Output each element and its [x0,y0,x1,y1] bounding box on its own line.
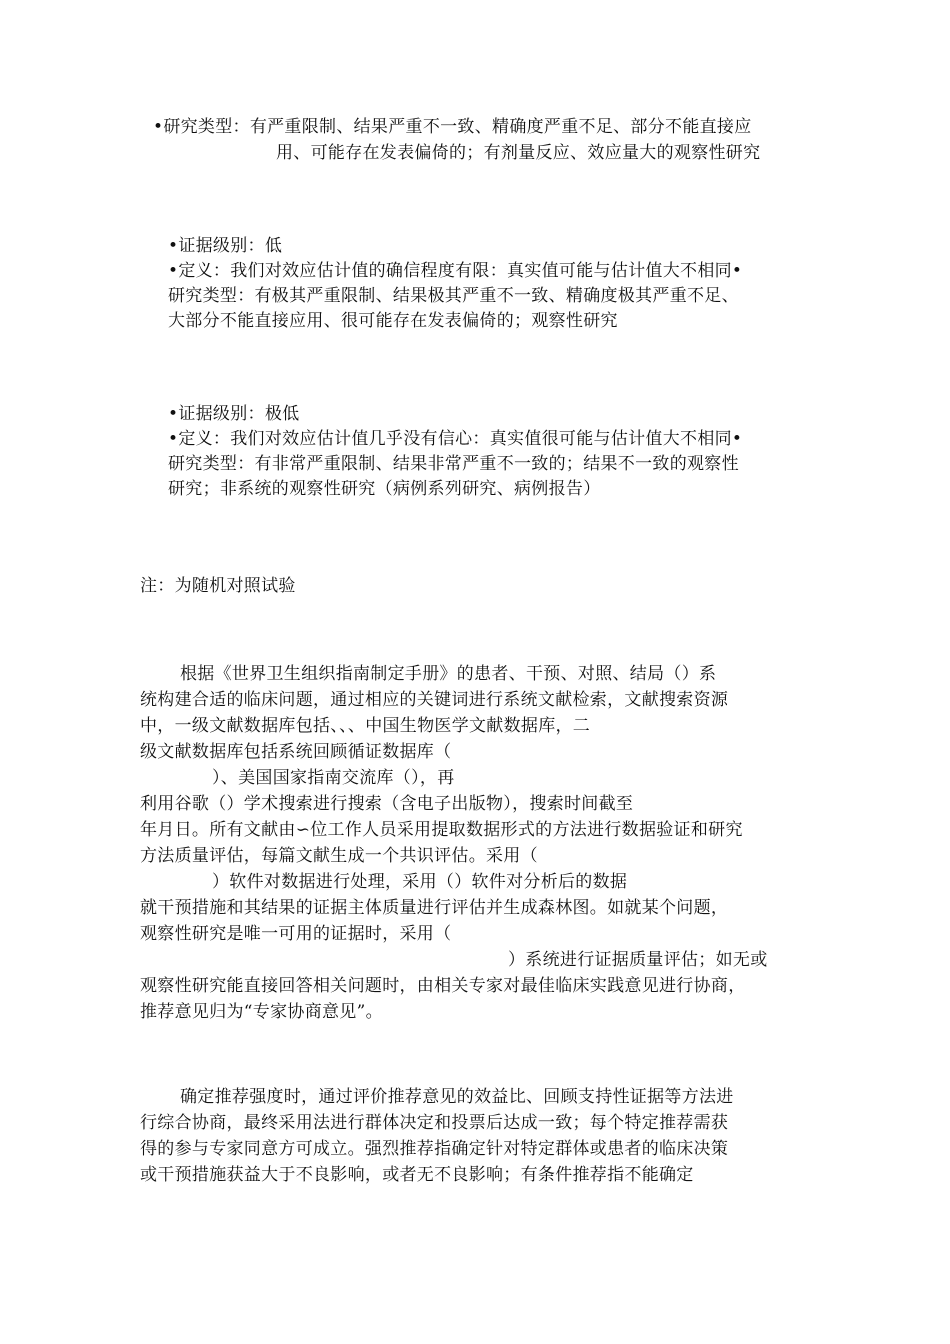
para2-line: 行综合协商，最终采用法进行群体决定和投票后达成一致；每个特定推荐需获 [140,1113,729,1133]
low-definition-line: •定义：我们对效应估计值的确信程度有限：真实值可能与估计值大不相同• [168,261,743,281]
para1-line: 观察性研究能直接回答相关问题时，由相关专家对最佳临床实践意见进行协商， [140,976,746,996]
para2-line: 得的参与专家同意方可成立。强烈推荐指确定针对特定群体或患者的临床决策 [140,1139,729,1159]
para1-line: 中，一级文献数据库包括、、、中国生物医学文献数据库，二 [140,716,591,736]
very-low-definition-line: •定义：我们对效应估计值几乎没有信心：真实值很可能与估计值大不相同• [168,429,743,449]
note-text: 注：为随机对照试验 [140,576,296,596]
para1-line: 利用谷歌（）学术搜索进行搜索（含电子出版物），搜索时间截至 [140,794,634,814]
very-low-level-heading: •证据级别：极低 [168,404,300,424]
para1-line: ）系统进行证据质量评估；如无或 [508,950,768,970]
para1-line: 年月日。所有文献由∽位工作人员采用提取数据形式的方法进行数据验证和研究 [140,820,743,840]
very-low-study-type-line-1: 研究类型：有非常严重限制、结果非常严重不一致的；结果不一致的观察性 [168,454,739,474]
para2-line: 确定推荐强度时，通过评价推荐意见的效益比、回顾支持性证据等方法进 [180,1087,734,1107]
para2-line: 或干预措施获益大于不良影响，或者无不良影响；有条件推荐指不能确定 [140,1165,694,1185]
low-level-heading: •证据级别：低 [168,236,283,256]
para1-line: 根据《世界卫生组织指南制定手册》的患者、干预、对照、结局（）系 [180,664,717,684]
study-type-line-2: 用、可能存在发表偏倚的；有剂量反应、效应量大的观察性研究 [276,143,761,163]
para1-line: 方法质量评估，每篇文献生成一个共识评估。采用（ [140,846,538,866]
para1-line: ）、美国国家指南交流库（），再 [212,768,455,788]
low-study-type-line-1: 研究类型：有极其严重限制、结果极其严重不一致、精确度极其严重不足、 [168,286,739,306]
very-low-study-type-line-2: 研究；非系统的观察性研究（病例系列研究、病例报告） [168,479,601,499]
para1-line: ）软件对数据进行处理，采用（）软件对分析后的数据 [212,872,628,892]
para1-line: 观察性研究是唯一可用的证据时，采用（ [140,924,452,944]
study-type-line-1: •研究类型：有严重限制、结果严重不一致、精确度严重不足、部分不能直接应 [153,117,752,137]
para1-line: 级文献数据库包括系统回顾循证数据库（ [140,742,452,762]
para1-line: 就干预措施和其结果的证据主体质量进行评估并生成森林图。如就某个问题， [140,898,729,918]
para1-line: 统构建合适的临床问题，通过相应的关键词进行系统文献检索，文献搜索资源 [140,690,729,710]
low-study-type-line-2: 大部分不能直接应用、很可能存在发表偏倚的；观察性研究 [168,311,618,331]
para1-line: 推荐意见归为“专家协商意见”。 [140,1002,383,1022]
